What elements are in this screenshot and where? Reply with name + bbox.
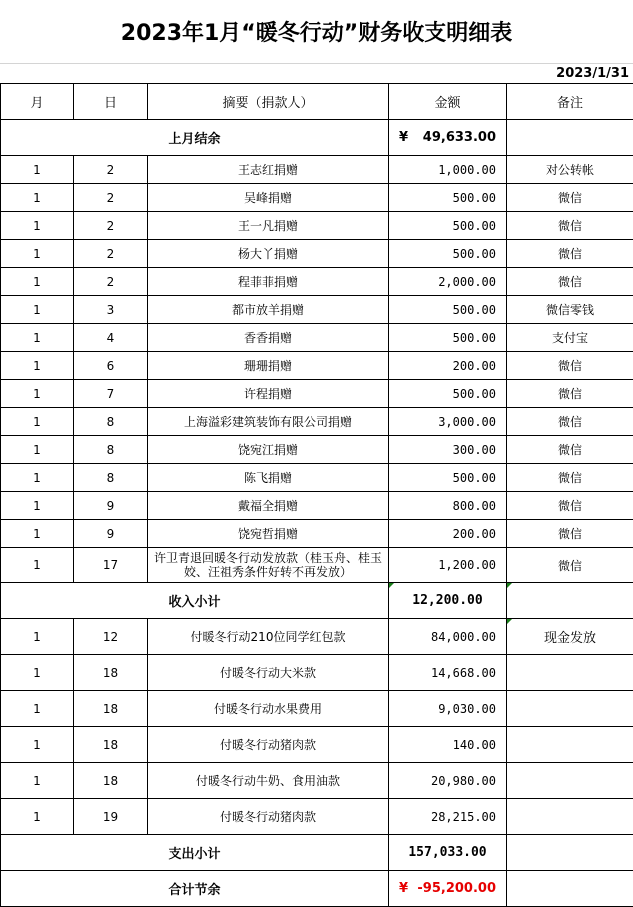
- prev-balance-remark[interactable]: [507, 120, 633, 156]
- remark-cell[interactable]: [507, 655, 633, 691]
- amount-cell[interactable]: 20,980.00: [389, 763, 507, 799]
- income-row: [1, 520, 633, 548]
- remark-cell[interactable]: 微信: [507, 212, 633, 240]
- sheet-title: 2023年1月“暖冬行动”财务收支明细表: [0, 0, 633, 64]
- income-row: [1, 296, 633, 324]
- day-cell[interactable]: 18: [74, 727, 148, 763]
- income-subtotal-row: [1, 583, 633, 619]
- prev-balance-amount: 49,633.00: [423, 130, 496, 145]
- remark-cell[interactable]: 微信: [507, 268, 633, 296]
- remark-cell[interactable]: [507, 799, 633, 835]
- prev-balance-amount-cell[interactable]: [389, 120, 507, 156]
- income-subtotal-remark[interactable]: [507, 583, 633, 619]
- day-cell[interactable]: 8: [74, 464, 148, 492]
- month-cell[interactable]: 1: [1, 408, 74, 436]
- amount-cell[interactable]: 800.00: [389, 492, 507, 520]
- header-month[interactable]: 月: [1, 84, 74, 120]
- summary-cell[interactable]: 付暖冬行动大米款: [148, 655, 389, 691]
- balance-remark[interactable]: [507, 871, 633, 907]
- month-cell[interactable]: 1: [1, 296, 74, 324]
- amount-cell[interactable]: 9,030.00: [389, 691, 507, 727]
- header-amount[interactable]: 金额: [389, 84, 507, 120]
- remark-cell[interactable]: [507, 691, 633, 727]
- expense-row: [1, 727, 633, 763]
- summary-cell[interactable]: 香香捐赠: [148, 324, 389, 352]
- day-cell[interactable]: 9: [74, 492, 148, 520]
- summary-cell[interactable]: 许程捐赠: [148, 380, 389, 408]
- month-cell[interactable]: 1: [1, 268, 74, 296]
- month-cell[interactable]: 1: [1, 492, 74, 520]
- day-cell[interactable]: 2: [74, 268, 148, 296]
- report-date: 2023/1/31: [556, 64, 629, 84]
- remark-cell[interactable]: 微信: [507, 240, 633, 268]
- day-cell[interactable]: 12: [74, 619, 148, 655]
- expense-subtotal-label[interactable]: 支出小计: [1, 835, 389, 871]
- month-cell[interactable]: 1: [1, 763, 74, 799]
- summary-cell[interactable]: 杨大丫捐赠: [148, 240, 389, 268]
- amount-cell[interactable]: 500.00: [389, 240, 507, 268]
- income-row: [1, 156, 633, 184]
- summary-cell[interactable]: 饶宛江捐赠: [148, 436, 389, 464]
- summary-cell[interactable]: 付暖冬行动猪肉款: [148, 727, 389, 763]
- amount-cell[interactable]: 200.00: [389, 520, 507, 548]
- month-cell[interactable]: 1: [1, 548, 74, 583]
- ledger-table: [0, 83, 633, 907]
- income-row: [1, 212, 633, 240]
- day-cell[interactable]: 4: [74, 324, 148, 352]
- expense-row: [1, 799, 633, 835]
- month-cell[interactable]: 1: [1, 352, 74, 380]
- amount-cell[interactable]: 84,000.00: [389, 619, 507, 655]
- balance-row: [1, 871, 633, 907]
- remark-cell[interactable]: 微信: [507, 352, 633, 380]
- summary-cell[interactable]: 付暖冬行动牛奶、食用油款: [148, 763, 389, 799]
- remark-cell[interactable]: 微信: [507, 184, 633, 212]
- amount-cell[interactable]: 14,668.00: [389, 655, 507, 691]
- summary-cell[interactable]: 饶宛哲捐赠: [148, 520, 389, 548]
- amount-cell[interactable]: 1,000.00: [389, 156, 507, 184]
- amount-cell[interactable]: 500.00: [389, 184, 507, 212]
- amount-cell[interactable]: 1,200.00: [389, 548, 507, 583]
- day-cell[interactable]: 17: [74, 548, 148, 583]
- month-cell[interactable]: 1: [1, 184, 74, 212]
- day-cell[interactable]: 2: [74, 156, 148, 184]
- month-cell[interactable]: 1: [1, 727, 74, 763]
- day-cell[interactable]: 18: [74, 655, 148, 691]
- balance-amount: -95,200.00: [417, 881, 496, 896]
- summary-cell[interactable]: 上海溢彩建筑装饰有限公司捐赠: [148, 408, 389, 436]
- summary-cell[interactable]: 付暖冬行动水果费用: [148, 691, 389, 727]
- amount-cell[interactable]: 3,000.00: [389, 408, 507, 436]
- income-row: [1, 184, 633, 212]
- amount-cell[interactable]: 500.00: [389, 380, 507, 408]
- month-cell[interactable]: 1: [1, 436, 74, 464]
- summary-cell[interactable]: 王一凡捐赠: [148, 212, 389, 240]
- day-cell[interactable]: 19: [74, 799, 148, 835]
- remark-cell[interactable]: 微信: [507, 520, 633, 548]
- income-row: [1, 408, 633, 436]
- prev-balance-label[interactable]: 上月结余: [1, 120, 389, 156]
- remark-cell[interactable]: 支付宝: [507, 324, 633, 352]
- balance-amount-cell[interactable]: [389, 871, 507, 907]
- income-subtotal-amount[interactable]: 12,200.00: [389, 583, 507, 619]
- header-row: [1, 84, 633, 120]
- amount-cell[interactable]: 2,000.00: [389, 268, 507, 296]
- income-subtotal-label[interactable]: 收入小计: [1, 583, 389, 619]
- income-row: [1, 324, 633, 352]
- amount-cell[interactable]: 500.00: [389, 296, 507, 324]
- remark-cell[interactable]: [507, 727, 633, 763]
- currency-symbol: ¥: [399, 130, 408, 145]
- remark-cell[interactable]: 微信: [507, 380, 633, 408]
- amount-cell[interactable]: 200.00: [389, 352, 507, 380]
- summary-cell[interactable]: 吴峰捐赠: [148, 184, 389, 212]
- month-cell[interactable]: 1: [1, 324, 74, 352]
- prev-balance-row: [1, 120, 633, 156]
- summary-cell[interactable]: 付暖冬行动210位同学红包款: [148, 619, 389, 655]
- remark-cell[interactable]: 微信: [507, 464, 633, 492]
- day-cell[interactable]: 18: [74, 691, 148, 727]
- month-cell[interactable]: 1: [1, 691, 74, 727]
- remark-cell[interactable]: 对公转帐: [507, 156, 633, 184]
- income-row: [1, 352, 633, 380]
- summary-cell[interactable]: 都市放羊捐赠: [148, 296, 389, 324]
- month-cell[interactable]: 1: [1, 520, 74, 548]
- income-row: [1, 380, 633, 408]
- remark-cell[interactable]: 微信: [507, 548, 633, 583]
- amount-cell[interactable]: 500.00: [389, 324, 507, 352]
- remark-cell[interactable]: [507, 763, 633, 799]
- expense-subtotal-remark[interactable]: [507, 835, 633, 871]
- day-cell[interactable]: 2: [74, 212, 148, 240]
- income-row: [1, 492, 633, 520]
- day-cell[interactable]: 2: [74, 184, 148, 212]
- remark-cell[interactable]: 微信零钱: [507, 296, 633, 324]
- day-cell[interactable]: 6: [74, 352, 148, 380]
- day-cell[interactable]: 8: [74, 408, 148, 436]
- month-cell[interactable]: 1: [1, 799, 74, 835]
- remark-cell[interactable]: 微信: [507, 492, 633, 520]
- income-row: [1, 268, 633, 296]
- month-cell[interactable]: 1: [1, 212, 74, 240]
- expense-row: [1, 619, 633, 655]
- remark-cell[interactable]: 微信: [507, 436, 633, 464]
- amount-cell[interactable]: 28,215.00: [389, 799, 507, 835]
- day-cell[interactable]: 9: [74, 520, 148, 548]
- month-cell[interactable]: 1: [1, 156, 74, 184]
- amount-cell[interactable]: 500.00: [389, 464, 507, 492]
- day-cell[interactable]: 7: [74, 380, 148, 408]
- summary-cell[interactable]: 许卫青退回暖冬行动发放款（桂玉舟、桂玉姣、汪祖秀条件好转不再发放）: [148, 548, 389, 583]
- expense-row: [1, 763, 633, 799]
- summary-cell[interactable]: 程菲菲捐赠: [148, 268, 389, 296]
- day-cell[interactable]: 2: [74, 240, 148, 268]
- month-cell[interactable]: 1: [1, 655, 74, 691]
- amount-cell[interactable]: 300.00: [389, 436, 507, 464]
- summary-cell[interactable]: 付暖冬行动猪肉款: [148, 799, 389, 835]
- month-cell[interactable]: 1: [1, 619, 74, 655]
- income-row: [1, 464, 633, 492]
- day-cell[interactable]: 3: [74, 296, 148, 324]
- month-cell[interactable]: 1: [1, 380, 74, 408]
- expense-row: [1, 691, 633, 727]
- summary-cell[interactable]: 珊珊捐赠: [148, 352, 389, 380]
- month-cell[interactable]: 1: [1, 464, 74, 492]
- income-row: [1, 240, 633, 268]
- day-cell[interactable]: 8: [74, 436, 148, 464]
- month-cell[interactable]: 1: [1, 240, 74, 268]
- header-day[interactable]: 日: [74, 84, 148, 120]
- summary-cell[interactable]: 陈飞捐赠: [148, 464, 389, 492]
- summary-cell[interactable]: 戴福全捐赠: [148, 492, 389, 520]
- header-summary[interactable]: 摘要（捐款人）: [148, 84, 389, 120]
- header-remark[interactable]: 备注: [507, 84, 633, 120]
- expense-subtotal-row: [1, 835, 633, 871]
- day-cell[interactable]: 18: [74, 763, 148, 799]
- amount-cell[interactable]: 140.00: [389, 727, 507, 763]
- amount-cell[interactable]: 500.00: [389, 212, 507, 240]
- currency-symbol: ¥: [399, 881, 408, 896]
- expense-row: [1, 655, 633, 691]
- balance-label[interactable]: 合计节余: [1, 871, 389, 907]
- expense-subtotal-amount[interactable]: 157,033.00: [389, 835, 507, 871]
- income-row: [1, 548, 633, 583]
- remark-cell[interactable]: 现金发放: [507, 619, 633, 655]
- remark-cell[interactable]: 微信: [507, 408, 633, 436]
- summary-cell[interactable]: 王志红捐赠: [148, 156, 389, 184]
- income-row: [1, 436, 633, 464]
